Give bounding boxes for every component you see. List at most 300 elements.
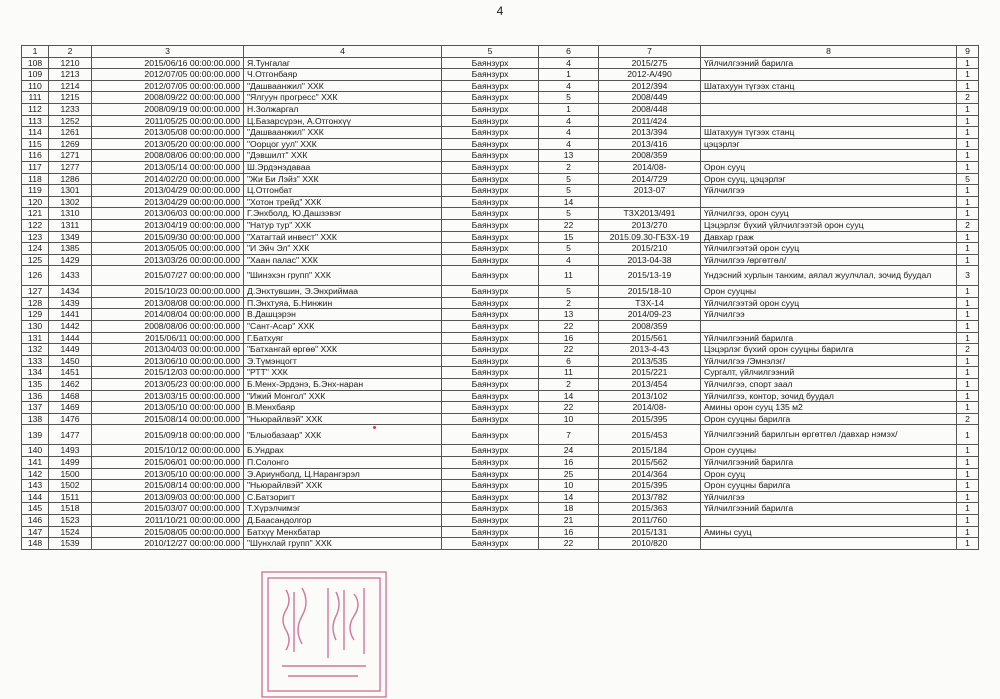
table-row xyxy=(22,457,979,469)
table-cell xyxy=(701,69,957,81)
table-cell: 2015/13-19 xyxy=(599,266,701,286)
table-cell: Баянзурх xyxy=(442,425,539,445)
table-cell: 2013/394 xyxy=(599,127,701,139)
table-cell: 122 xyxy=(22,219,49,231)
table-row xyxy=(22,402,979,414)
table-cell: 108 xyxy=(22,57,49,69)
table-cell: 1 xyxy=(957,538,979,550)
table-cell: 22 xyxy=(539,219,599,231)
table-cell: 2013/270 xyxy=(599,219,701,231)
table-cell: 13 xyxy=(539,150,599,162)
table-cell: 1214 xyxy=(49,80,92,92)
table-row xyxy=(22,231,979,243)
table-cell: 2015/395 xyxy=(599,480,701,492)
table-cell: 1434 xyxy=(49,286,92,298)
table-cell: 2013/09/03 00:00:00.000 xyxy=(92,491,244,503)
table-cell: 2013-07 xyxy=(599,185,701,197)
table-row xyxy=(22,103,979,115)
table-cell: 1539 xyxy=(49,538,92,550)
table-cell: 2013-4-43 xyxy=(599,344,701,356)
table-cell: 22 xyxy=(539,538,599,550)
table-cell: 1 xyxy=(957,127,979,139)
table-cell: 1 xyxy=(957,297,979,309)
table-row xyxy=(22,254,979,266)
table-cell: Д.Баасандолгор xyxy=(244,514,442,526)
table-cell: 1 xyxy=(957,425,979,445)
table-cell: Баянзурх xyxy=(442,309,539,321)
table-cell: 2014/02/20 00:00:00.000 xyxy=(92,173,244,185)
table-cell: 133 xyxy=(22,355,49,367)
table-cell: 14 xyxy=(539,390,599,402)
table-cell: 123 xyxy=(22,231,49,243)
table-cell: Давхар граж xyxy=(701,231,957,243)
table-cell xyxy=(701,321,957,333)
table-cell: 1 xyxy=(957,69,979,81)
table-cell: В.Менхбаяр xyxy=(244,402,442,414)
table-cell: Баянзурх xyxy=(442,480,539,492)
table-cell: 7 xyxy=(539,425,599,445)
table-cell: 2014/364 xyxy=(599,468,701,480)
table-cell: Үйлчилгээ, орон сууц xyxy=(701,208,957,220)
table-cell: 2013/04/29 00:00:00.000 xyxy=(92,196,244,208)
table-cell: "Жи Би Лэйз" ХХК xyxy=(244,173,442,185)
table-cell: 2015/562 xyxy=(599,457,701,469)
table-cell: 1301 xyxy=(49,185,92,197)
table-cell: 2013/04/03 00:00:00.000 xyxy=(92,344,244,356)
table-cell: 1 xyxy=(957,480,979,492)
table-cell: 5 xyxy=(539,185,599,197)
table-cell: Үйлчилгээний барилга xyxy=(701,503,957,515)
table-cell: 2013/05/23 00:00:00.000 xyxy=(92,379,244,391)
table-cell: 146 xyxy=(22,514,49,526)
table-cell: 4 xyxy=(539,254,599,266)
table-cell: 25 xyxy=(539,468,599,480)
table-cell: 114 xyxy=(22,127,49,139)
column-header: 5 xyxy=(442,46,539,58)
table-cell: 1210 xyxy=(49,57,92,69)
page-number: 4 xyxy=(496,4,504,18)
table-cell: 1 xyxy=(957,457,979,469)
table-cell: 2010/12/27 00:00:00.000 xyxy=(92,538,244,550)
table-cell: Д.Энхтувшин, Э.Энхриймаа xyxy=(244,286,442,298)
table-cell: 6 xyxy=(539,355,599,367)
table-cell: 1 xyxy=(957,309,979,321)
table-cell: 2015/363 xyxy=(599,503,701,515)
table-cell: 2014/08- xyxy=(599,161,701,173)
table-cell: 2013/03/26 00:00:00.000 xyxy=(92,254,244,266)
table-cell: 1499 xyxy=(49,457,92,469)
table-row xyxy=(22,150,979,162)
table-cell: Баянзурх xyxy=(442,402,539,414)
table-cell: 1215 xyxy=(49,92,92,104)
table-row xyxy=(22,355,979,367)
table-cell: Г.Энхболд, Ю.Дашзэвэг xyxy=(244,208,442,220)
table-cell: Э.Түмэнцогт xyxy=(244,355,442,367)
table-cell: 2 xyxy=(957,413,979,425)
table-cell: 2014/09-23 xyxy=(599,309,701,321)
table-cell: 2015/07/27 00:00:00.000 xyxy=(92,266,244,286)
table-cell: 16 xyxy=(539,457,599,469)
table-cell: 1468 xyxy=(49,390,92,402)
table-cell: 1441 xyxy=(49,309,92,321)
column-header: 7 xyxy=(599,46,701,58)
table-cell: Батхүү Менхбатар xyxy=(244,526,442,538)
table-cell xyxy=(701,514,957,526)
table-cell: "Батхангай өргөө" ХХК xyxy=(244,344,442,356)
table-cell: 4 xyxy=(539,138,599,150)
table-cell: 2015/131 xyxy=(599,526,701,538)
table-cell: 1442 xyxy=(49,321,92,333)
table-cell: Ц.Базарсүрэн, А.Отгонхүү xyxy=(244,115,442,127)
table-cell: 2011/05/25 00:00:00.000 xyxy=(92,115,244,127)
table-cell: 139 xyxy=(22,425,49,445)
table-cell: 111 xyxy=(22,92,49,104)
table-cell: Баянзурх xyxy=(442,491,539,503)
table-cell: 2013/08/08 00:00:00.000 xyxy=(92,297,244,309)
table-row xyxy=(22,173,979,185)
table-row xyxy=(22,115,979,127)
table-cell: 148 xyxy=(22,538,49,550)
table-cell: 1277 xyxy=(49,161,92,173)
table-cell: Шатахуун түгээх станц xyxy=(701,80,957,92)
table-cell: 24 xyxy=(539,445,599,457)
table-cell: 22 xyxy=(539,321,599,333)
table-cell: Баянзурх xyxy=(442,150,539,162)
table-cell: "Блыобазаар" ХХК xyxy=(244,425,442,445)
table-cell: 3 xyxy=(957,266,979,286)
table-cell: Баянзурх xyxy=(442,321,539,333)
table-cell: 1213 xyxy=(49,69,92,81)
table-cell: "РТТ" ХХК xyxy=(244,367,442,379)
table-cell: 143 xyxy=(22,480,49,492)
table-cell: Баянзурх xyxy=(442,538,539,550)
table-cell: 137 xyxy=(22,402,49,414)
table-cell: 1518 xyxy=(49,503,92,515)
table-cell: 4 xyxy=(539,115,599,127)
table-cell: 1271 xyxy=(49,150,92,162)
table-cell: Баянзурх xyxy=(442,367,539,379)
table-cell: 10 xyxy=(539,413,599,425)
table-row xyxy=(22,379,979,391)
table-cell: 2013/05/10 00:00:00.000 xyxy=(92,402,244,414)
table-row xyxy=(22,503,979,515)
table-cell: 2013/782 xyxy=(599,491,701,503)
table-cell: Баянзурх xyxy=(442,243,539,255)
table-cell: 1477 xyxy=(49,425,92,445)
table-cell: 2008/09/19 00:00:00.000 xyxy=(92,103,244,115)
table-cell: 2012/394 xyxy=(599,80,701,92)
table-cell: 2008/359 xyxy=(599,321,701,333)
table-row xyxy=(22,514,979,526)
table-cell: Баянзурх xyxy=(442,286,539,298)
table-cell: 141 xyxy=(22,457,49,469)
table-cell: 1286 xyxy=(49,173,92,185)
table-row xyxy=(22,309,979,321)
table-cell: 2 xyxy=(957,219,979,231)
table-cell: 2015/395 xyxy=(599,413,701,425)
table-cell: 2015/561 xyxy=(599,332,701,344)
table-row xyxy=(22,286,979,298)
table-cell: Баянзурх xyxy=(442,379,539,391)
table-cell: 1310 xyxy=(49,208,92,220)
table-cell: "Хатагтай инвест" ХХК xyxy=(244,231,442,243)
table-cell: 11 xyxy=(539,266,599,286)
table-cell: Үндэсний хурлын танхим, аялал жуулчлал, зочид буудал xyxy=(701,266,957,286)
table-cell: 2013/04/19 00:00:00.000 xyxy=(92,219,244,231)
table-cell: "Дэвшилт" ХХК xyxy=(244,150,442,162)
column-header: 6 xyxy=(539,46,599,58)
table-cell: 2014/729 xyxy=(599,173,701,185)
table-cell: 120 xyxy=(22,196,49,208)
table-cell xyxy=(701,103,957,115)
table-cell: 117 xyxy=(22,161,49,173)
table-cell: 127 xyxy=(22,286,49,298)
table-cell: 115 xyxy=(22,138,49,150)
table-cell: Баянзурх xyxy=(442,254,539,266)
table-cell: 2008/448 xyxy=(599,103,701,115)
table-cell: 2013-04-38 xyxy=(599,254,701,266)
table-cell: 1 xyxy=(957,526,979,538)
table-cell: "Натур тур" ХХК xyxy=(244,219,442,231)
table-cell: 2012-А/490 xyxy=(599,69,701,81)
table-cell: 131 xyxy=(22,332,49,344)
table-cell: 2015/275 xyxy=(599,57,701,69)
table-row xyxy=(22,196,979,208)
table-cell: 2011/424 xyxy=(599,115,701,127)
column-header: 2 xyxy=(49,46,92,58)
table-cell: 10 xyxy=(539,480,599,492)
table-cell: 2014/08- xyxy=(599,402,701,414)
table-cell: Үйлчилгээ, контор, зочид буудал xyxy=(701,390,957,402)
table-cell: Үйлчилгээний барилгын өргөтгөл /давхар нэмэх/ xyxy=(701,425,957,445)
table-cell: Баянзурх xyxy=(442,127,539,139)
table-cell: 109 xyxy=(22,69,49,81)
table-row xyxy=(22,297,979,309)
table-row xyxy=(22,367,979,379)
table-row xyxy=(22,161,979,173)
table-cell: 1 xyxy=(957,491,979,503)
table-cell: Үйлчилгээ /Эмнэлэг/ xyxy=(701,355,957,367)
table-cell xyxy=(701,196,957,208)
table-cell: Орон сууц xyxy=(701,468,957,480)
table-cell: 1450 xyxy=(49,355,92,367)
table-cell: "Хаан палас" ХХК xyxy=(244,254,442,266)
table-cell: 2015/184 xyxy=(599,445,701,457)
table-cell: 2012/07/05 00:00:00.000 xyxy=(92,69,244,81)
table-cell: Үйлчилгээ xyxy=(701,491,957,503)
table-cell: Үйлчилгээний барилга xyxy=(701,332,957,344)
table-cell: Баянзурх xyxy=(442,297,539,309)
table-cell: Баянзурх xyxy=(442,390,539,402)
table-cell: 2015/08/05 00:00:00.000 xyxy=(92,526,244,538)
table-cell: 2015/06/11 00:00:00.000 xyxy=(92,332,244,344)
table-cell: 5 xyxy=(957,173,979,185)
table-cell: 14 xyxy=(539,196,599,208)
table-cell: 1 xyxy=(957,332,979,344)
table-cell: 1493 xyxy=(49,445,92,457)
table-cell: 5 xyxy=(539,173,599,185)
table-cell: Ц.Отгонбат xyxy=(244,185,442,197)
table-cell: "И Эйч Эл" ХХК xyxy=(244,243,442,255)
table-cell: 1500 xyxy=(49,468,92,480)
table-row xyxy=(22,413,979,425)
table-cell: 21 xyxy=(539,514,599,526)
table-cell: 1 xyxy=(957,196,979,208)
table-cell: Баянзурх xyxy=(442,219,539,231)
table-row xyxy=(22,344,979,356)
table-cell: 1 xyxy=(957,390,979,402)
table-cell: Ч.Отгонбаяр xyxy=(244,69,442,81)
table-row xyxy=(22,69,979,81)
table-row xyxy=(22,266,979,286)
table-cell: 2 xyxy=(539,297,599,309)
table-cell: Орон сууц xyxy=(701,161,957,173)
table-cell: Орон сууцны xyxy=(701,286,957,298)
table-cell: 16 xyxy=(539,332,599,344)
table-cell: Үйлчилгээ, спорт заал xyxy=(701,379,957,391)
table-cell: 1 xyxy=(957,243,979,255)
table-cell: П.Энхтуяа, Б.Нинжин xyxy=(244,297,442,309)
table-cell: 112 xyxy=(22,103,49,115)
table-cell: 2015/210 xyxy=(599,243,701,255)
table-row xyxy=(22,138,979,150)
table-body xyxy=(22,57,979,549)
table-cell: 1462 xyxy=(49,379,92,391)
table-cell: 110 xyxy=(22,80,49,92)
table-cell: 1385 xyxy=(49,243,92,255)
table-cell: "Дашваанжил" ХХК xyxy=(244,80,442,92)
table-cell: 2008/359 xyxy=(599,150,701,162)
table-cell: цэцэрлэг xyxy=(701,138,957,150)
table-cell: Б.Менх-Эрдэнэ, Б.Энх-наран xyxy=(244,379,442,391)
table-cell: Үйлчилгээ /өргөтгөл/ xyxy=(701,254,957,266)
table-cell: Сургалт, үйлчилгээний xyxy=(701,367,957,379)
table-cell: 1252 xyxy=(49,115,92,127)
table-cell: 1429 xyxy=(49,254,92,266)
table-cell: 1 xyxy=(957,286,979,298)
table-cell: Баянзурх xyxy=(442,457,539,469)
table-cell: 2015/08/14 00:00:00.000 xyxy=(92,480,244,492)
table-cell: "Ньюрайлвэй" ХХК xyxy=(244,413,442,425)
table-cell: "Оорцог уул" ХХК xyxy=(244,138,442,150)
table-cell: "Ижий Монгол" ХХК xyxy=(244,390,442,402)
table-row xyxy=(22,480,979,492)
table-cell: 11 xyxy=(539,367,599,379)
table-cell: 5 xyxy=(539,92,599,104)
table-cell: 2015/453 xyxy=(599,425,701,445)
table-row xyxy=(22,208,979,220)
table-cell: 2013/454 xyxy=(599,379,701,391)
table-cell: 2013/05/10 00:00:00.000 xyxy=(92,468,244,480)
table-cell: 5 xyxy=(539,286,599,298)
table-cell: Үйлчилгээ xyxy=(701,309,957,321)
table-cell: 2015/10/12 00:00:00.000 xyxy=(92,445,244,457)
table-cell: 1439 xyxy=(49,297,92,309)
table-cell: 1 xyxy=(957,321,979,333)
table-cell: Баянзурх xyxy=(442,344,539,356)
table-cell: 124 xyxy=(22,243,49,255)
table-cell: В.Дашцэрэн xyxy=(244,309,442,321)
table-row xyxy=(22,127,979,139)
records-table xyxy=(21,45,979,550)
table-cell: 1 xyxy=(957,367,979,379)
table-header xyxy=(22,46,979,58)
table-cell: 1 xyxy=(957,103,979,115)
table-cell: 1444 xyxy=(49,332,92,344)
table-cell: 1476 xyxy=(49,413,92,425)
table-cell: Баянзурх xyxy=(442,332,539,344)
table-cell: 1 xyxy=(957,208,979,220)
table-cell: 1269 xyxy=(49,138,92,150)
table-cell: 128 xyxy=(22,297,49,309)
table-cell: 2013/04/29 00:00:00.000 xyxy=(92,185,244,197)
table-cell: Ш.Эрдэнэдаваа xyxy=(244,161,442,173)
table-cell xyxy=(599,196,701,208)
table-cell: "Ньюрайлвэй" ХХК xyxy=(244,480,442,492)
header-row xyxy=(22,46,979,58)
table-cell: 126 xyxy=(22,266,49,286)
table-cell: 2015.09.30-ГБЗХ-19 xyxy=(599,231,701,243)
table-cell: 2013/05/08 00:00:00.000 xyxy=(92,127,244,139)
table-cell: "Ялгуун прогресс" ХХК xyxy=(244,92,442,104)
table-cell: Баянзурх xyxy=(442,92,539,104)
red-mark xyxy=(373,426,376,429)
table-cell: 140 xyxy=(22,445,49,457)
table-cell: 1 xyxy=(957,80,979,92)
table-cell: 138 xyxy=(22,413,49,425)
table-cell: 1 xyxy=(957,379,979,391)
table-cell: 116 xyxy=(22,150,49,162)
table-row xyxy=(22,332,979,344)
table-cell: "Сант-Асар" ХХК xyxy=(244,321,442,333)
table-cell: 121 xyxy=(22,208,49,220)
table-cell: 1 xyxy=(957,402,979,414)
table-row xyxy=(22,445,979,457)
table-cell: 2011/10/21 00:00:00.000 xyxy=(92,514,244,526)
table-cell: ТЗХ-14 xyxy=(599,297,701,309)
table-cell: Баянзурх xyxy=(442,57,539,69)
table-cell: 2013/535 xyxy=(599,355,701,367)
table-cell: Баянзурх xyxy=(442,445,539,457)
table-cell: 129 xyxy=(22,309,49,321)
table-cell: 1 xyxy=(957,138,979,150)
table-cell: Баянзурх xyxy=(442,503,539,515)
table-cell: 1 xyxy=(957,161,979,173)
table-cell: Баянзурх xyxy=(442,138,539,150)
table-row xyxy=(22,425,979,445)
table-row xyxy=(22,92,979,104)
table-cell: Баянзурх xyxy=(442,69,539,81)
table-cell: 2015/06/16 00:00:00.000 xyxy=(92,57,244,69)
table-cell: Баянзурх xyxy=(442,468,539,480)
table-cell: Баянзурх xyxy=(442,231,539,243)
table-cell: Баянзурх xyxy=(442,514,539,526)
table-cell: 2010/820 xyxy=(599,538,701,550)
table-cell: 15 xyxy=(539,231,599,243)
table-cell: Баянзурх xyxy=(442,208,539,220)
table-cell: 2015/08/14 00:00:00.000 xyxy=(92,413,244,425)
table-cell: ТЗХ2013/491 xyxy=(599,208,701,220)
table-cell: Орон сууцны xyxy=(701,445,957,457)
table-cell: Б.Ундрах xyxy=(244,445,442,457)
table-cell: С.Батзоригт xyxy=(244,491,442,503)
table-cell: 1 xyxy=(539,69,599,81)
table-cell: Орон сууцны барилга xyxy=(701,480,957,492)
table-cell: Баянзурх xyxy=(442,185,539,197)
table-cell: 125 xyxy=(22,254,49,266)
table-cell: 1523 xyxy=(49,514,92,526)
table-cell: Үйлчилгээний барилга xyxy=(701,457,957,469)
